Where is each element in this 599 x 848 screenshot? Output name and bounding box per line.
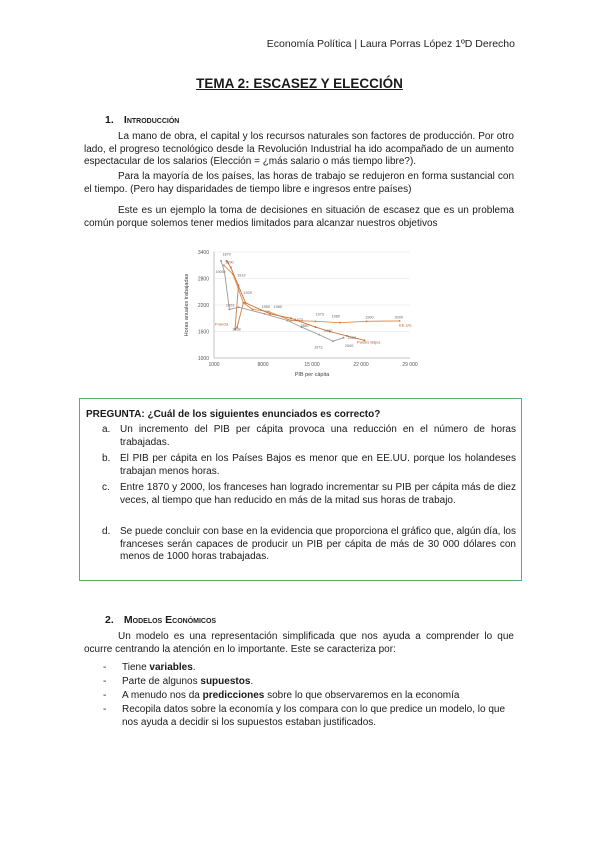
bullet-item (103, 690, 523, 703)
page-title (0, 76, 599, 91)
chart-point-label: 1960 (273, 305, 282, 310)
section-2-intro: Un modelo es una representación simplificada que nos ayuda a comprender lo que ocurre centrando la atención en lo importante. Este se caracteriza por: (84, 631, 514, 655)
chart-data-point (332, 340, 334, 342)
bullet-dash: - (103, 676, 107, 687)
chart-data-point (315, 326, 317, 328)
chart-point-label: 1890 (225, 260, 234, 265)
chart-point-label: 1990 (323, 328, 333, 333)
section-1-heading (105, 114, 179, 126)
chart-point-label: 1980 (300, 324, 309, 329)
bullet-text-pre: Tiene (122, 662, 150, 673)
chart-data-point (228, 308, 230, 310)
question-title: PREGUNTA: ¿Cuál de los siguientes enunciados es correcto? (86, 409, 381, 420)
chart-series-label: Países Bajos (357, 339, 381, 345)
question-option[interactable] (102, 526, 516, 564)
chart-y-tick-label: 2200 (197, 303, 209, 309)
chart-data-point (269, 313, 271, 315)
option-letter: a. (102, 424, 111, 435)
chart-point-label: 1870 (222, 252, 231, 257)
bullet-dash: - (103, 704, 107, 715)
bullet-text (122, 676, 523, 689)
bullet-text-pre: Recopila datos sobre la economía y los compara con lo que predice un modelo, lo que nos ayuda a decidir si los supuestos estaban justificados. (122, 704, 506, 728)
chart-point-label: 1973 (294, 317, 303, 322)
bullet-dash: - (103, 662, 107, 673)
chart-data-point (252, 308, 254, 310)
chart-point-label: 2000 (394, 315, 404, 320)
chart-point-label: 1973 (314, 345, 323, 350)
bullet-text-bold: supuestos (200, 676, 251, 687)
bullet-dash: - (103, 690, 107, 701)
option-text: Un incremento del PIB per cápita provoca una reducción en el número de horas trabajadas. (120, 424, 516, 448)
chart-point-label: 1900 (215, 269, 224, 274)
chart-data-point (223, 264, 225, 266)
chart-x-tick-label: 29 000 (402, 362, 418, 368)
bullet-item (103, 662, 523, 675)
bullet-text-pre: A menudo nos da (122, 690, 203, 701)
chart-data-point (366, 320, 368, 322)
chart-data-point (268, 311, 270, 313)
chart-point-label: 1938 (232, 327, 241, 332)
chart-data-point (290, 319, 292, 321)
section-2-number: 2. (105, 614, 114, 626)
chart-y-tick-label: 1600 (197, 329, 209, 336)
chart-data-point (290, 317, 292, 319)
chart-x-tick-label: 15 000 (304, 362, 320, 368)
bullet-text (122, 690, 523, 703)
chart-point-label: 1929 (225, 303, 235, 308)
section-2-heading (105, 614, 216, 626)
chart-series-line (227, 261, 365, 341)
chart-y-tick-label: 1000 (197, 356, 209, 362)
page-header: Economía Política | Laura Porras López 1ºD Derecho (266, 38, 515, 50)
chart-y-tick-label: 2800 (197, 276, 209, 283)
page-title-text: TEMA 2: ESCASEZ Y ELECCIÓN (196, 76, 403, 91)
chart-data-point (339, 322, 341, 324)
question-option[interactable] (102, 482, 516, 507)
section-1-number: 1. (105, 114, 114, 126)
option-text: Se puede concluir con base en la evidencia que proporciona el gráfico que, algún día, los franceses serán capaces de producir un PIB per cápita de más de 30 000 dólares con menos de 1000 horas trabajadas. (120, 526, 516, 563)
option-letter: d. (102, 526, 111, 537)
bullet-text (122, 704, 523, 730)
bullet-item (103, 704, 523, 730)
chart-data-point (230, 266, 232, 268)
chart-data-point (238, 284, 240, 286)
bullet-text-post: sobre lo que observaremos en la economía (264, 690, 460, 701)
chart-y-axis-label: Horas anuales trabajadas (184, 273, 190, 337)
section-1-paragraph: La mano de obra, el capital y los recursos naturales son factores de producción. Por otro lado, el progreso tecnológico desde la Revolución Industrial ha ido acompañado de un aumento espectacular de los salarios (Elección = ¿más salario o más tiempo libre?). (84, 131, 514, 168)
chart-y-tick-label: 3400 (197, 250, 209, 256)
question-option[interactable] (102, 424, 516, 449)
option-text: El PIB per cápita en los Países Bajos es menor que en EE.UU. porque los holandeses trabajan menos horas. (120, 453, 516, 477)
bullet-text (122, 662, 523, 675)
chart-data-point (242, 302, 244, 304)
question-box (79, 398, 522, 581)
section-1-paragraph: Este es un ejemplo la toma de decisiones en situación de escasez que es un problema común porque solemos tener medios limitados para alcanzar nuestros objetivos (84, 205, 514, 229)
section-2-title: Modelos Económicos (123, 614, 217, 626)
chart-point-label: 1973 (315, 312, 324, 317)
chart-data-point (238, 306, 240, 308)
section-1-paragraph: Para la mayoría de los países, las horas de trabajo se redujeron en forma sustancial con el tiempo. (Pero hay disparidades de tiempo libre e ingresos entre países) (84, 171, 514, 195)
option-letter: c. (102, 482, 110, 493)
section-1-title: Introducción (123, 114, 180, 126)
bullet-text-bold: predicciones (202, 690, 265, 701)
chart-point-label: 1990 (365, 315, 374, 320)
chart-x-tick-label: 22 000 (353, 362, 369, 368)
option-text: Entre 1870 y 2000, los franceses han logrado incrementar su PIB per cápita más de diez veces, al tiempo que han reducido en más de la mitad sus horas de trabajo. (120, 482, 516, 506)
chart-data-point (220, 260, 222, 262)
chart-data-point (287, 319, 289, 321)
chart-data-point (315, 320, 317, 322)
chart-point-label: 1980 (331, 314, 341, 319)
chart-data-point (399, 320, 401, 322)
bullet-item (103, 676, 523, 689)
chart-point-label: 1913 (237, 273, 246, 278)
chart-point-label: 1950 (261, 305, 271, 310)
hours-vs-gdp-chart (180, 246, 420, 386)
chart-data-point (263, 313, 265, 315)
chart-x-tick-label: 1000 (208, 362, 220, 368)
chart-point-label: 2000 (344, 343, 354, 348)
bullet-text-pre: Parte de algunos (122, 676, 201, 687)
bullet-text-bold: variables (149, 662, 193, 673)
option-letter: b. (102, 453, 111, 464)
chart-x-tick-label: 8000 (257, 362, 269, 368)
chart-data-point (318, 334, 320, 336)
chart-series-label: EE.UU. (399, 322, 413, 328)
chart-series-label: Francia (215, 321, 229, 327)
chart-data-point (245, 302, 247, 304)
chart-data-point (343, 337, 345, 339)
bullet-text-post: . (250, 676, 254, 687)
chart-x-axis-label: PIB per cápita (294, 372, 330, 378)
chart-point-label: 2000 (347, 336, 357, 341)
question-option[interactable] (102, 453, 516, 478)
chart-point-label: 1929 (243, 290, 252, 295)
bullet-text-post: . (192, 662, 196, 673)
